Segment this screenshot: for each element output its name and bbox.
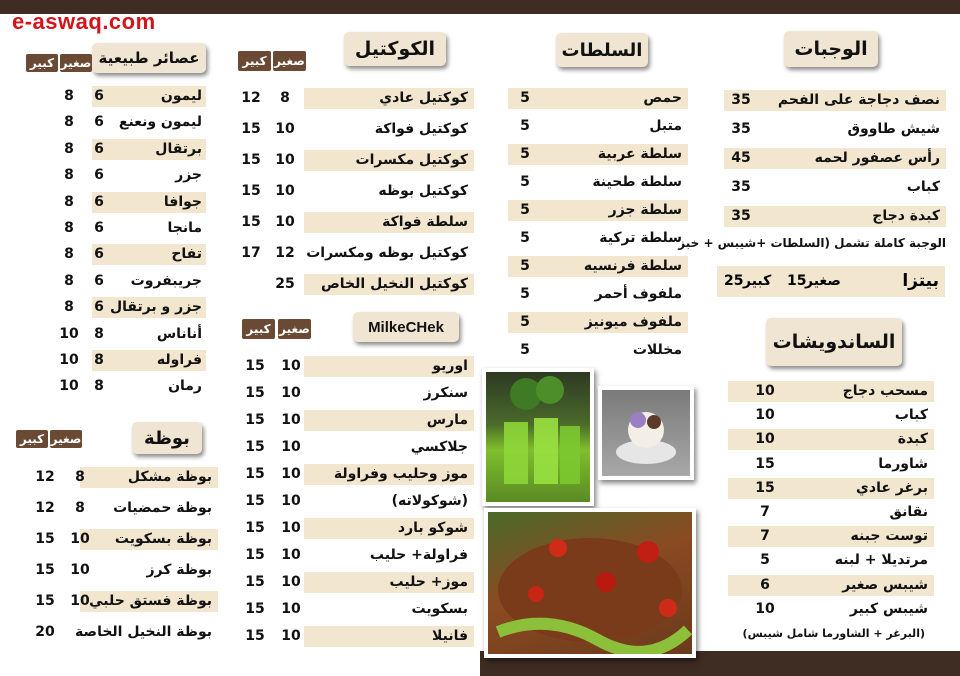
sandwiches-item-name: كبدة <box>897 431 928 448</box>
milkshake-item-large-price: 15 <box>245 358 265 374</box>
juices-item-name: فراوله <box>156 352 202 368</box>
icecream-item-large-price: 12 <box>35 469 55 485</box>
salads-item-name: حمص <box>643 90 682 106</box>
milkshake-item <box>236 383 474 404</box>
juices-item-name: برتقال <box>155 140 202 157</box>
juices-item-name: ليمون <box>160 88 202 104</box>
sandwiches-item-name: مسحب دجاج <box>842 383 928 399</box>
salads-item <box>508 284 688 305</box>
icecream-item-name: بوظة حمضيات <box>113 500 212 516</box>
icecream-item-large-price: 15 <box>35 593 55 609</box>
milkshake-item-small-price: 10 <box>281 520 301 536</box>
cocktail-item <box>236 150 474 171</box>
juices-item-name: جوافا <box>163 193 202 210</box>
icecream-item <box>14 591 218 612</box>
cocktail-small-tag: صغير <box>273 51 306 71</box>
milkshake-item <box>236 464 474 485</box>
salads-item-name: سلطة فرنسيه <box>583 258 682 274</box>
juices-item-large-price: 8 <box>64 220 74 236</box>
juices-item-small-price: 6 <box>94 272 104 289</box>
milkshake-item-small-price: 10 <box>281 412 301 428</box>
site-watermark: e-aswaq.com <box>12 9 156 34</box>
sandwiches-item <box>728 550 934 571</box>
meals-note: الوجبة كاملة تشمل (السلطات +شيبس + خبز <box>678 236 946 250</box>
sandwiches-item-name: كباب <box>894 407 928 424</box>
sandwiches-item-price: 10 <box>755 383 775 399</box>
salads-item-price: 5 <box>520 118 530 134</box>
icecream-item-name: بوظة كرز <box>146 562 212 578</box>
milkshake-item <box>236 356 474 377</box>
sandwiches-item <box>728 478 934 499</box>
sandwiches-title: الساندويشات <box>766 318 902 366</box>
salads-item <box>508 116 688 137</box>
salads-item <box>508 312 688 333</box>
milkshake-item <box>236 518 474 539</box>
cocktail-item <box>236 243 474 264</box>
meals-item-price: 35 <box>731 208 751 224</box>
sandwiches-item-price: 6 <box>760 576 770 593</box>
milkshake-item-name: جلاكسي <box>410 439 468 455</box>
cocktail-item-large-price: 15 <box>241 152 261 168</box>
cocktail-large-tag: كبير <box>238 51 271 71</box>
milkshake-item <box>236 491 474 512</box>
cocktail-item-small-price: 10 <box>275 214 295 230</box>
salads-item <box>508 340 688 361</box>
milkshake-item-name: فراولة+ حليب <box>369 547 468 563</box>
sandwiches-item-price: 5 <box>760 552 770 569</box>
juice-glasses-photo <box>482 368 594 506</box>
salads-item <box>508 88 688 109</box>
icecream-item-name: بوظة بسكويت <box>114 531 212 547</box>
sandwiches-item-price: 7 <box>760 504 770 520</box>
juices-item-small-price: 8 <box>94 352 104 368</box>
icecream-item-small-price: 8 <box>75 469 85 485</box>
milkshake-item-name: شوكو بارد <box>397 520 468 536</box>
juices-item-name: جريبفروت <box>130 272 202 289</box>
icecream-item-large-price: 12 <box>35 500 55 516</box>
icecream-item <box>14 560 218 581</box>
milkshake-item-small-price: 10 <box>281 628 301 644</box>
cocktail-item-name: كوكتيل النخيل الخاص <box>320 276 468 292</box>
meals-item-price: 35 <box>731 121 751 137</box>
cocktail-item-name: كوكتيل بوظه <box>378 183 468 199</box>
juices-item-small-price: 6 <box>94 299 104 316</box>
salads-item-name: ملفوف أحمر <box>594 286 682 302</box>
salads-item-name: مخللات <box>632 342 682 358</box>
icecream-item-name: بوظة فستق حلبي <box>89 593 212 609</box>
sandwiches-item <box>728 454 934 475</box>
juices-item-small-price: 6 <box>94 140 104 157</box>
icecream-item-small-price: 10 <box>70 562 90 578</box>
milkshake-item-name: موز+ حليب <box>389 574 468 590</box>
milkshake-item-name: اوريو <box>432 358 468 374</box>
juices-item <box>24 350 206 371</box>
milkshake-item-small-price: 10 <box>281 439 301 455</box>
milkshake-item-large-price: 15 <box>245 574 265 590</box>
meals-item <box>724 177 946 198</box>
cocktail-item-name: كوكتيل فواكة <box>374 121 468 137</box>
meals-item-name: نصف دجاجة على الفحم <box>777 92 940 108</box>
sandwiches-item <box>728 405 934 426</box>
meals-item <box>724 90 946 111</box>
salads-item-price: 5 <box>520 90 530 106</box>
grill-platter-photo <box>484 508 696 658</box>
salads-item <box>508 256 688 277</box>
sandwiches-item-price: 15 <box>755 455 775 472</box>
meals-item <box>724 206 946 227</box>
salads-title: السلطات <box>556 33 648 67</box>
milkshake-item <box>236 545 474 566</box>
juices-item-small-price: 6 <box>94 246 104 263</box>
juices-item-large-price: 8 <box>64 246 74 263</box>
salads-item-name: متبل <box>649 118 682 134</box>
juices-item-large-price: 8 <box>64 140 74 157</box>
cocktail-item-small-price: 10 <box>275 152 295 168</box>
meals-item-name: كبدة دجاج <box>872 208 940 224</box>
salads-item-price: 5 <box>520 286 530 302</box>
cocktail-item-small-price: 10 <box>275 121 295 137</box>
sandwiches-note: (البرغر + الشاورما شامل شيبس) <box>742 627 925 640</box>
juices-item-large-price: 8 <box>64 88 74 104</box>
icecream-item-name: بوظة النخيل الخاصة <box>75 624 212 640</box>
juices-item-name: مانجا <box>167 220 202 236</box>
sandwiches-item <box>728 575 934 596</box>
cocktail-item <box>236 88 474 109</box>
salads-item <box>508 144 688 165</box>
milkshake-item <box>236 626 474 647</box>
sandwiches-item-name: توست جبنه <box>850 528 928 545</box>
pizza-row <box>717 266 945 297</box>
juices-item-small-price: 6 <box>94 88 104 104</box>
juices-item <box>24 297 206 318</box>
milkshake-item-large-price: 15 <box>245 547 265 563</box>
salads-item-price: 5 <box>520 174 530 190</box>
pizza-large-label: كبير <box>743 273 772 289</box>
cocktail-item-large-price: 15 <box>241 121 261 137</box>
icecream-item-small-price: 10 <box>70 531 90 547</box>
juices-item-small-price: 8 <box>94 325 104 342</box>
icecream-item-large-price: 15 <box>35 562 55 578</box>
juices-item-large-price: 10 <box>59 352 79 368</box>
juices-item-large-price: 8 <box>64 272 74 289</box>
salads-item-name: سلطة عربية <box>597 146 682 162</box>
juices-item-small-price: 8 <box>94 378 104 395</box>
cocktail-item-small-price: 8 <box>280 90 290 106</box>
sandwiches-item <box>728 526 934 547</box>
juices-item-large-price: 8 <box>64 193 74 210</box>
milkshake-item-name: (شوكولاته) <box>391 493 468 509</box>
icecream-item <box>14 498 218 519</box>
milkshake-small-tag: صغير <box>278 319 311 339</box>
icecream-large-tag: كبير <box>16 430 48 448</box>
juices-item <box>24 376 206 397</box>
sandwiches-item-name: شاورما <box>878 455 928 472</box>
milkshake-item-name: بسكويت <box>411 601 468 617</box>
juices-item <box>24 165 206 186</box>
juices-item <box>24 244 206 265</box>
sandwiches-item-price: 7 <box>760 528 770 545</box>
cocktail-item-name: سلطة فواكة <box>382 214 468 230</box>
icecream-item-large-price: 15 <box>35 531 55 547</box>
salads-item <box>508 228 688 249</box>
juices-item <box>24 271 206 292</box>
salads-item-price: 5 <box>520 230 530 246</box>
sandwiches-item-price: 10 <box>755 600 775 617</box>
salads-item-price: 5 <box>520 342 530 358</box>
milkshake-item-small-price: 10 <box>281 493 301 509</box>
sandwiches-item-price: 10 <box>755 407 775 424</box>
icecream-small-tag: صغير <box>50 432 82 446</box>
cocktail-item-name: كوكتيل عادي <box>379 90 468 106</box>
icecream-item-large-price: 20 <box>35 624 55 640</box>
milkshake-title: MilkeCHek <box>353 312 459 342</box>
cocktail-item-small-price: 10 <box>275 183 295 199</box>
juices-item-large-price: 8 <box>64 299 74 316</box>
milkshake-item-large-price: 15 <box>245 628 265 644</box>
milkshake-item-small-price: 10 <box>281 547 301 563</box>
salads-item-price: 5 <box>520 258 530 274</box>
juices-item <box>24 139 206 160</box>
cocktail-item-small-price: 12 <box>275 245 295 261</box>
milkshake-item-large-price: 15 <box>245 412 265 428</box>
juices-item-name: رمان <box>168 378 202 395</box>
juices-item <box>24 86 206 107</box>
ice-cream-photo <box>598 386 694 480</box>
juices-item-name: أناناس <box>156 325 202 342</box>
sandwiches-item-name: شيبس صغير <box>842 576 928 593</box>
juices-item-small-price: 6 <box>94 114 104 131</box>
meals-item-price: 45 <box>731 150 751 166</box>
milkshake-item-large-price: 15 <box>245 493 265 509</box>
icecream-item <box>14 467 218 488</box>
juices-item-large-price: 8 <box>64 167 74 184</box>
cocktail-item <box>236 119 474 140</box>
milkshake-item-small-price: 10 <box>281 466 301 482</box>
cocktail-item-small-price: 25 <box>275 276 295 292</box>
salads-item-name: سلطة طحينة <box>592 174 682 190</box>
juices-item <box>24 192 206 213</box>
salads-item-name: سلطة تركية <box>599 230 682 246</box>
juices-item-name: ليمون ونعنع <box>118 114 202 131</box>
meals-item-price: 35 <box>731 179 751 195</box>
milkshake-item-large-price: 15 <box>245 466 265 482</box>
salads-item <box>508 172 688 193</box>
milkshake-item-name: مارس <box>426 412 468 428</box>
juices-item <box>24 324 206 345</box>
sandwiches-item <box>728 599 934 620</box>
cocktail-item-name: كوكتيل بوظه ومكسرات <box>306 245 468 261</box>
sandwiches-item <box>728 429 934 450</box>
juices-item-small-price: 6 <box>94 167 104 184</box>
salads-item-name: سلطة جزر <box>608 202 682 218</box>
salads-item-price: 5 <box>520 146 530 162</box>
juices-item-large-price: 10 <box>59 378 79 395</box>
milkshake-item-small-price: 10 <box>281 601 301 617</box>
sandwiches-item-name: نقانق <box>889 504 928 520</box>
icecream-item-small-price: 10 <box>70 593 90 609</box>
cocktail-item <box>236 212 474 233</box>
juices-item-large-price: 10 <box>59 325 79 342</box>
pizza-title: بيتزا <box>902 271 939 291</box>
juices-item-name: تفاح <box>171 246 202 263</box>
juices-title: عصائر طبيعية <box>92 43 206 73</box>
milkshake-large-tag: كبير <box>242 319 275 339</box>
juices-item <box>24 112 206 133</box>
cocktail-item-name: كوكتيل مكسرات <box>355 152 468 168</box>
sandwiches-item-name: برغر عادي <box>856 479 928 496</box>
sandwiches-item-price: 15 <box>755 479 775 496</box>
icecream-item <box>14 529 218 550</box>
cocktail-item <box>236 181 474 202</box>
salads-item-price: 5 <box>520 314 530 330</box>
milkshake-item-large-price: 15 <box>245 385 265 401</box>
milkshake-item-large-price: 15 <box>245 520 265 536</box>
icecream-title: بوظة <box>132 422 202 454</box>
milkshake-item <box>236 410 474 431</box>
juices-item-name: جزر <box>175 167 202 184</box>
juices-item-large-price: 8 <box>64 114 74 131</box>
milkshake-item-small-price: 10 <box>281 358 301 374</box>
icecream-item-small-price <box>67 622 93 643</box>
sandwiches-item-price: 10 <box>755 431 775 448</box>
milkshake-item-name: فانيلا <box>431 628 468 644</box>
sandwiches-item <box>728 381 934 402</box>
meals-title: الوجبات <box>784 31 878 67</box>
milkshake-item <box>236 599 474 620</box>
meals-item-name: شيش طاووق <box>847 121 940 137</box>
icecream-item-small-price: 8 <box>75 500 85 516</box>
milkshake-item-small-price: 10 <box>281 574 301 590</box>
meals-item <box>724 119 946 140</box>
cocktail-title: الكوكتيل <box>344 32 446 66</box>
cocktail-item <box>236 274 474 295</box>
milkshake-item-name: موز وحليب وفراولة <box>333 466 468 482</box>
salads-item-price: 5 <box>520 202 530 218</box>
milkshake-item-large-price: 15 <box>245 439 265 455</box>
meals-item <box>724 148 946 169</box>
icecream-item <box>14 622 218 643</box>
sandwiches-item <box>728 502 934 523</box>
icecream-item-name: بوظة مشكل <box>127 469 212 485</box>
sandwiches-item-name: شيبس كبير <box>849 600 928 617</box>
milkshake-item-name: سنكرز <box>423 385 468 401</box>
milkshake-item-small-price: 10 <box>281 385 301 401</box>
juices-small-tag: صغير <box>60 56 92 70</box>
meals-item-price: 35 <box>731 92 751 108</box>
pizza-small-label: صغير <box>805 273 841 289</box>
cocktail-item-large-price <box>238 274 264 295</box>
cocktail-item-large-price: 17 <box>241 245 261 261</box>
pizza-small-price: 15 <box>787 273 807 289</box>
juices-item-name: جزر و برتقال <box>109 299 202 316</box>
milkshake-item <box>236 572 474 593</box>
sandwiches-item-name: مرتديلا + لبنه <box>834 552 928 569</box>
salads-item <box>508 200 688 221</box>
salads-item-name: ملفوف ميونيز <box>584 314 682 330</box>
juices-item-small-price: 6 <box>94 193 104 210</box>
milkshake-item <box>236 437 474 458</box>
juices-large-tag: كبير <box>26 54 58 72</box>
juices-item <box>24 218 206 239</box>
meals-item-name: كباب <box>906 179 940 195</box>
cocktail-item-large-price: 15 <box>241 214 261 230</box>
cocktail-item-large-price: 15 <box>241 183 261 199</box>
juices-item-small-price: 6 <box>94 220 104 236</box>
cocktail-item-large-price: 12 <box>241 90 261 106</box>
pizza-large-price: 25 <box>724 273 744 289</box>
milkshake-item-large-price: 15 <box>245 601 265 617</box>
meals-item-name: رأس عصفور لحمه <box>814 150 940 166</box>
